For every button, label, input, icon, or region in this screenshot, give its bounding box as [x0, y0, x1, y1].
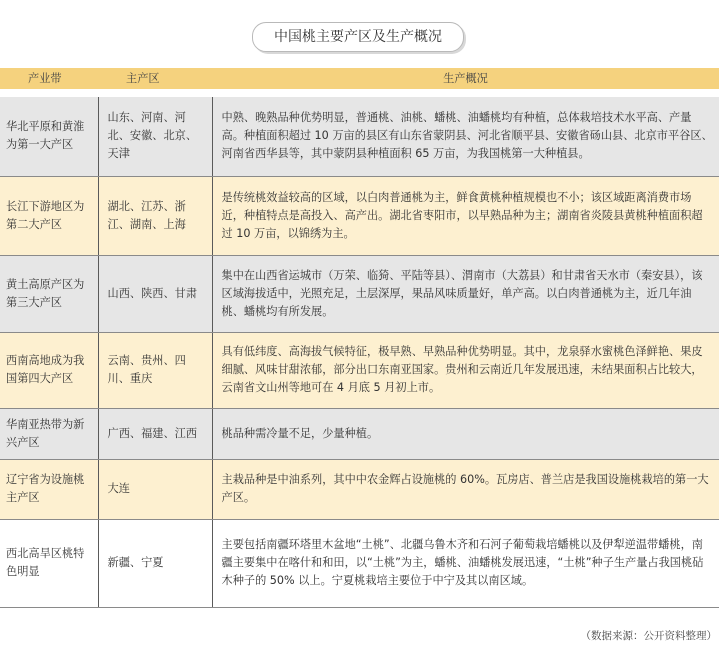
header-belt: 产业带 — [0, 68, 98, 89]
table-row — [0, 97, 719, 176]
region-cell: 湖北、江苏、浙江、湖南、上海 — [98, 176, 212, 255]
header-overview: 生产概况 — [212, 68, 719, 89]
data-source-note: （数据来源：公开资料整理） — [580, 630, 717, 642]
region-cell: 云南、贵州、四川、重庆 — [98, 332, 212, 408]
overview-cell: 主栽品种是中油系列，其中中农金辉占设施桃的 60%。瓦房店、普兰店是我国设施桃栽培的第一大产区。 — [212, 459, 719, 519]
page-title: 中国桃主要产区及生产概况 — [252, 22, 464, 52]
overview-cell: 集中在山西省运城市（万荣、临猗、平陆等县）、渭南市（大荔县）和甘肃省天水市（秦安县），该区域海拔适中，光照充足，土层深厚，果品风味质量好，单产高。以白肉普通桃为主，近几年油桃、蟠桃均有所发展。 — [212, 255, 719, 332]
overview-cell: 主要包括南疆环塔里木盆地“土桃”、北疆乌鲁木齐和石河子葡萄栽培蟠桃以及伊犁逆温带蟠桃，南疆主要集中在喀什和和田，以“土桃”为主，蟠桃、油蟠桃发展迅速，“土桃”种子生产量占我国桃砧木种子的 50% 以上。宁夏桃栽培主要位于中宁及其以南区域。 — [212, 519, 719, 607]
belt-cell: 西北高旱区桃特色明显 — [0, 519, 98, 607]
belt-cell: 西南高地成为我国第四大产区 — [0, 332, 98, 408]
belt-cell: 黄土高原产区为第三大产区 — [0, 255, 98, 332]
belt-cell: 辽宁省为设施桃主产区 — [0, 459, 98, 519]
region-cell: 大连 — [98, 459, 212, 519]
region-cell: 广西、福建、江西 — [98, 408, 212, 459]
table-row — [0, 408, 719, 459]
region-cell: 新疆、宁夏 — [98, 519, 212, 607]
title-area — [0, 22, 719, 54]
region-cell: 山西、陕西、甘肃 — [98, 255, 212, 332]
belt-cell: 华南亚热带为新兴产区 — [0, 408, 98, 459]
table-row — [0, 332, 719, 408]
table-row — [0, 176, 719, 255]
overview-cell: 桃品种需冷量不足，少量种植。 — [212, 408, 719, 459]
overview-cell: 具有低纬度、高海拔气候特征，极早熟、早熟品种优势明显。其中，龙泉驿水蜜桃色泽鲜艳、果皮细腻、风味甘甜浓郁，部分出口东南亚国家。贵州和云南近几年发展迅速，未结果面积占比较大，云南省文山州等地可在 4 月底 5 月初上市。 — [212, 332, 719, 408]
overview-cell: 中熟、晚熟品种优势明显，普通桃、油桃、蟠桃、油蟠桃均有种植，总体栽培技术水平高、产量高。种植面积超过 10 万亩的县区有山东省蒙阴县、河北省顺平县、安徽省砀山县、北京市平谷区、河南省西华县等，其中蒙阴县种植面积 65 万亩，为我国桃第一大种植县。 — [212, 97, 719, 176]
table-row — [0, 459, 719, 519]
production-table — [0, 68, 719, 608]
table-row — [0, 255, 719, 332]
belt-cell: 华北平原和黄淮为第一大产区 — [0, 97, 98, 176]
belt-cell: 长江下游地区为第二大产区 — [0, 176, 98, 255]
overview-cell: 是传统桃效益较高的区域，以白肉普通桃为主，鲜食黄桃种植规模也不小；该区域距离消费市场近，种植特点是高投入、高产出。湖北省枣阳市，以早熟品种为主；湖南省炎陵县黄桃种植面积超过 10 万亩，以锦绣为主。 — [212, 176, 719, 255]
header-region: 主产区 — [98, 68, 212, 89]
table-header-row — [0, 68, 719, 89]
table-row — [0, 519, 719, 607]
region-cell: 山东、河南、河北、安徽、北京、天津 — [98, 97, 212, 176]
